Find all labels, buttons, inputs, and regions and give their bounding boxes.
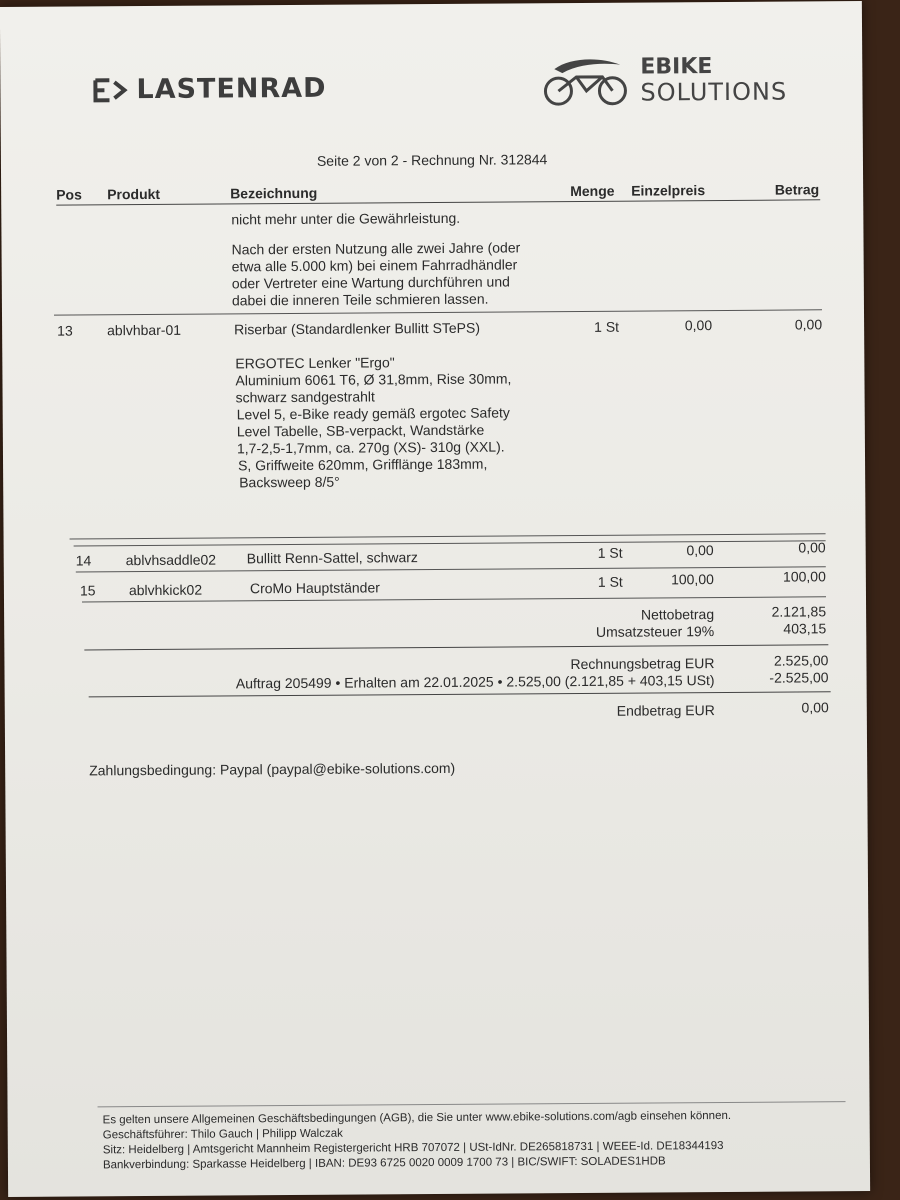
rechnung-value: 2.525,00 <box>773 652 829 669</box>
item-produkt: ablvhkick02 <box>128 581 203 599</box>
column-header-menge: Menge <box>570 182 615 200</box>
item-einzelpreis: 100,00 <box>670 571 714 588</box>
column-header-produkt: Produkt <box>107 185 161 203</box>
page-title: Seite 2 von 2 - Rechnung Nr. 312844 <box>316 151 548 169</box>
endbetrag-value: 0,00 <box>801 699 829 716</box>
lastenrad-arrow-icon <box>92 77 132 103</box>
column-header-bezeichnung: Bezeichnung <box>230 184 318 202</box>
brand-right-line2: SOLUTIONS <box>640 77 788 107</box>
footer-rule <box>98 1101 846 1107</box>
row-rule <box>70 533 826 539</box>
continuation-line: etwa alle 5.000 km) bei einem Fahrradhändler <box>231 256 518 275</box>
payment-terms: Zahlungsbedingung: Paypal (paypal@ebike-solutions.com) <box>89 759 456 779</box>
footer-line: Sitz: Heidelberg | Amtsgericht Mannheim Registergericht HRB 707072 | USt-IdNr. DE265818731 | WEEE-Id. DE18344193 <box>102 1139 724 1157</box>
item-menge: 1 St <box>597 573 623 590</box>
item-detail-line: Aluminium 6061 T6, Ø 31,8mm, Rise 30mm, <box>235 370 512 389</box>
item-pos: 15 <box>79 582 96 599</box>
column-header-betrag: Betrag <box>774 181 820 198</box>
bicycle-icon <box>540 55 632 108</box>
item-betrag: 100,00 <box>782 568 826 585</box>
item-einzelpreis: 0,00 <box>686 542 714 559</box>
item-pos: 14 <box>75 552 92 569</box>
item-bezeichnung: CroMo Hauptständer <box>249 579 380 597</box>
item-bezeichnung: Bullitt Renn-Sattel, schwarz <box>246 549 418 567</box>
item-detail-line: schwarz sandgestrahlt <box>235 388 375 406</box>
invoice-page <box>0 1 870 1197</box>
ust-value: 403,15 <box>783 620 827 637</box>
header-rule <box>56 199 820 205</box>
row-rule <box>54 309 822 315</box>
item-betrag: 0,00 <box>794 316 823 333</box>
auftrag-value: -2.525,00 <box>769 669 829 686</box>
ebike-solutions-logo <box>540 54 787 108</box>
endbetrag-label: Endbetrag EUR <box>616 702 715 719</box>
item-produkt: ablvhbar-01 <box>107 321 182 339</box>
lastenrad-logo <box>92 73 326 106</box>
column-header-einzelpreis: Einzelpreis <box>631 182 706 199</box>
brand-left-text: LASTENRAD <box>136 72 327 106</box>
continuation-line: oder Vertreter eine Wartung durchführen und <box>231 273 510 292</box>
item-einzelpreis: 0,00 <box>684 317 713 334</box>
netto-value: 2.121,85 <box>771 603 827 620</box>
footer-line: Bankverbindung: Sparkasse Heidelberg | IBAN: DE93 6725 0020 0009 1700 73 | BIC/SWIFT: SOLADES1HDB <box>102 1155 666 1172</box>
brand-right-line1: EBIKE <box>640 54 713 80</box>
continuation-line: dabei die inneren Teile schmieren lassen. <box>231 290 489 309</box>
rechnung-label: Rechnungsbetrag EUR <box>570 655 715 673</box>
continuation-line: nicht mehr unter die Gewährleistung. <box>231 209 461 228</box>
item-pos: 13 <box>57 322 73 339</box>
totals-rule <box>89 691 831 697</box>
item-menge: 1 St <box>594 318 620 335</box>
footer-line: Es gelten unsere Allgemeinen Geschäftsbedingungen (AGB), die Sie unter www.ebike-solutions.com/agb einsehen können. <box>102 1109 732 1127</box>
item-menge: 1 St <box>597 544 623 561</box>
netto-label: Nettobetrag <box>640 606 715 623</box>
item-detail-line: Backsweep 8/5° <box>239 473 340 491</box>
item-detail-line: S, Griffweite 620mm, Grifflänge 183mm, <box>238 455 488 474</box>
ust-label: Umsatzsteuer 19% <box>595 623 715 640</box>
item-betrag: 0,00 <box>798 539 826 556</box>
auftrag-label: Auftrag 205499 • Erhalten am 22.01.2025 • 2.525,00 (2.121,85 + 403,15 USt) <box>235 672 715 692</box>
column-header-pos: Pos <box>56 186 82 203</box>
item-detail-line: ERGOTEC Lenker "Ergo" <box>235 354 395 372</box>
item-detail-line: 1,7-2,5-1,7mm, ca. 270g (XS)- 310g (XXL). <box>236 438 505 457</box>
continuation-line: Nach der ersten Nutzung alle zwei Jahre (oder <box>231 239 521 258</box>
totals-rule <box>84 644 828 650</box>
footer <box>103 1109 732 1173</box>
item-detail-line: Level 5, e-Bike ready gemäß ergotec Safety <box>236 404 510 423</box>
item-produkt: ablvhsaddle02 <box>125 551 217 569</box>
footer-line: Geschäftsführer: Thilo Gauch | Philipp Walczak <box>102 1127 343 1142</box>
item-bezeichnung: Riserbar (Standardlenker Bullitt STePS) <box>234 319 481 338</box>
item-detail-line: Level Tabelle, SB-verpackt, Wandstärke <box>236 421 485 440</box>
